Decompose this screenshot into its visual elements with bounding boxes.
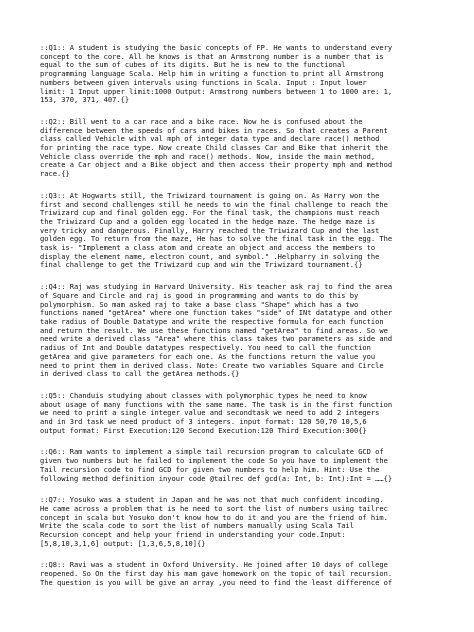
question-line: ::Q8:: Ravi was a student in Oxford University. He joined after 10 days of college bbox=[40, 560, 388, 570]
question-line: about usage of many functions with the same name. The task is in the first function bbox=[40, 399, 393, 409]
question-line: we need to print a single integer value and secondtask we need to add 2 integers bbox=[40, 408, 380, 418]
question-line: ::Q4:: Raj was studying in Harvard University. His teacher ask raj to find the area bbox=[40, 282, 393, 292]
question-line: need write a derived class "Area" where this class takes two parameters as side and bbox=[40, 334, 393, 344]
question-line: and return the result. We use these functions named "getArea" to find areas. So we bbox=[40, 325, 388, 335]
question-q6 bbox=[40, 448, 458, 483]
question-q8 bbox=[40, 561, 458, 587]
question-line: golden egg. To return from the maze, He has to solve the final task in the egg. The bbox=[40, 234, 393, 244]
question-line: ::Q5:: Chanduis studying about classes with polymorphic types he need to know bbox=[40, 390, 367, 400]
question-line: very tricky and dangerous. Finally, Harry reached the Triwizard Cup and the last bbox=[40, 225, 380, 235]
question-line: He came across a problem that is he need to sort the list of numbers using tailrec bbox=[40, 503, 388, 513]
question-line: display the element name, electron count, and symbol." .Helpharry in solving the bbox=[40, 251, 380, 261]
question-line: concept in scala but Yosuko don't know how to do it and you are the friend of him. bbox=[40, 512, 388, 522]
question-q4 bbox=[40, 283, 458, 379]
question-line: class called Vehicle with val mph of integer data type and declare race() method bbox=[40, 134, 380, 144]
question-line: concept to the core. All he knows is that an Armstrong number is a number that is bbox=[40, 51, 384, 61]
question-line: first and second challenges still he needs to win the final challenge to reach the bbox=[40, 199, 388, 209]
question-line: ::Q3:: At Hogwarts still, the Triwizard tournament is going on. As Harry won the bbox=[40, 190, 380, 200]
question-line: the Triwizard Cup and a golden egg located in the hedge maze. The hedge maze is bbox=[40, 216, 376, 226]
question-line: in derived class to call the getArea methods.{} bbox=[40, 369, 240, 379]
question-q5 bbox=[40, 392, 458, 436]
question-line: reopened. So On the first day his mam gave homework on the topic of tail recursion. bbox=[40, 569, 393, 579]
question-line: [5,8,10,3,1,6] output: [1,3,6,5,8,10]{} bbox=[40, 538, 206, 548]
question-line: Write the scala code to sort the list of numbers manually using Scala Tail bbox=[40, 521, 354, 531]
question-line: following method definition inyour code @tailrec def gcd(a: Int, b: Int):Int = ……{} bbox=[40, 473, 393, 483]
question-line: output format: First Execution:120 Second Execution:120 Third Execution:300{} bbox=[40, 425, 367, 435]
question-line: radius of Int and Double datatypes respectively. You need to call the function bbox=[40, 343, 371, 353]
question-line: ::Q2:: Bill went to a car race and a bike race. Now he is confused about the bbox=[40, 116, 363, 126]
question-line: create a Car object and a Bike object and then access their property mph and method bbox=[40, 160, 393, 170]
question-line: and in 3rd task we need product of 3 integers. input format: 120 50,70 10,5,6 bbox=[40, 417, 367, 427]
question-line: limit: 1 Input upper limit:1000 Output: Armstrong numbers between 1 to 1000 are: 1, bbox=[40, 86, 393, 96]
question-line: need to print them in derived class. Note: Create two variables Square and Circle bbox=[40, 360, 384, 370]
question-line: ::Q7:: Yosuko was a student in Japan and he was not that much confident incoding. bbox=[40, 495, 384, 505]
question-line: race.{} bbox=[40, 169, 70, 179]
question-line: for printing the race type. Now create Child classes Car and Bike that inherit the bbox=[40, 143, 388, 153]
question-line: Tail recursion code to find GCD for given two numbers to help him. Hint: Use the bbox=[40, 464, 380, 474]
question-line: functions named "getArea" where one function takes "side" of INt datatype and other bbox=[40, 308, 393, 318]
question-line: numbers between given intervals using functions in Scala. Input : Input lower bbox=[40, 77, 367, 87]
question-line: getArea and give parameters for each one. As the functions return the value you bbox=[40, 351, 376, 361]
question-line: Vehicle class override the mph and race() methods. Now, inside the main method, bbox=[40, 151, 376, 161]
question-line: task is- "Implement a class atom and create an object and access the members to bbox=[40, 243, 376, 253]
question-q2 bbox=[40, 118, 458, 179]
question-line: 153, 370, 371, 407.{} bbox=[40, 95, 130, 105]
question-line: of Square and Circle and raj is good in programming and wants to do this by bbox=[40, 290, 359, 300]
question-q1 bbox=[40, 44, 458, 105]
question-line: difference between the speeds of cars and bikes in races. So that creates a Parent bbox=[40, 125, 388, 135]
question-line: equal to the sum of cubes of its digits. But he is new to the functional bbox=[40, 60, 346, 70]
question-q7 bbox=[40, 496, 458, 548]
question-line: polymorphism. So mam asked raj to take a base class "Shape" which has a two bbox=[40, 299, 359, 309]
question-line: The question is you will be give an array ,you need to find the least difference of bbox=[40, 577, 393, 587]
question-q3 bbox=[40, 192, 458, 270]
question-line: Triwizard cup and final golden egg. For the final task, the champions must reach bbox=[40, 208, 380, 218]
question-line: take radius of Double Datatype and write the respective formula for each function bbox=[40, 316, 384, 326]
question-line: given two numbers but he failed to implement the code So you have to implement the bbox=[40, 456, 388, 466]
question-line: ::Q6:: Ram wants to implement a simple tail recursion program to calculate GCD of bbox=[40, 447, 384, 457]
question-line: final challenge to get the Triwizard cup and win the Triwizard tournament.{} bbox=[40, 260, 363, 270]
question-line: ::Q1:: A student is studying the basic concepts of FP. He wants to understand every bbox=[40, 43, 393, 52]
question-line: programming language Scala. Help him in writing a function to print all Armstrong bbox=[40, 69, 384, 79]
question-line: Recursion concept and help your friend in understanding your code.Input: bbox=[40, 530, 346, 540]
